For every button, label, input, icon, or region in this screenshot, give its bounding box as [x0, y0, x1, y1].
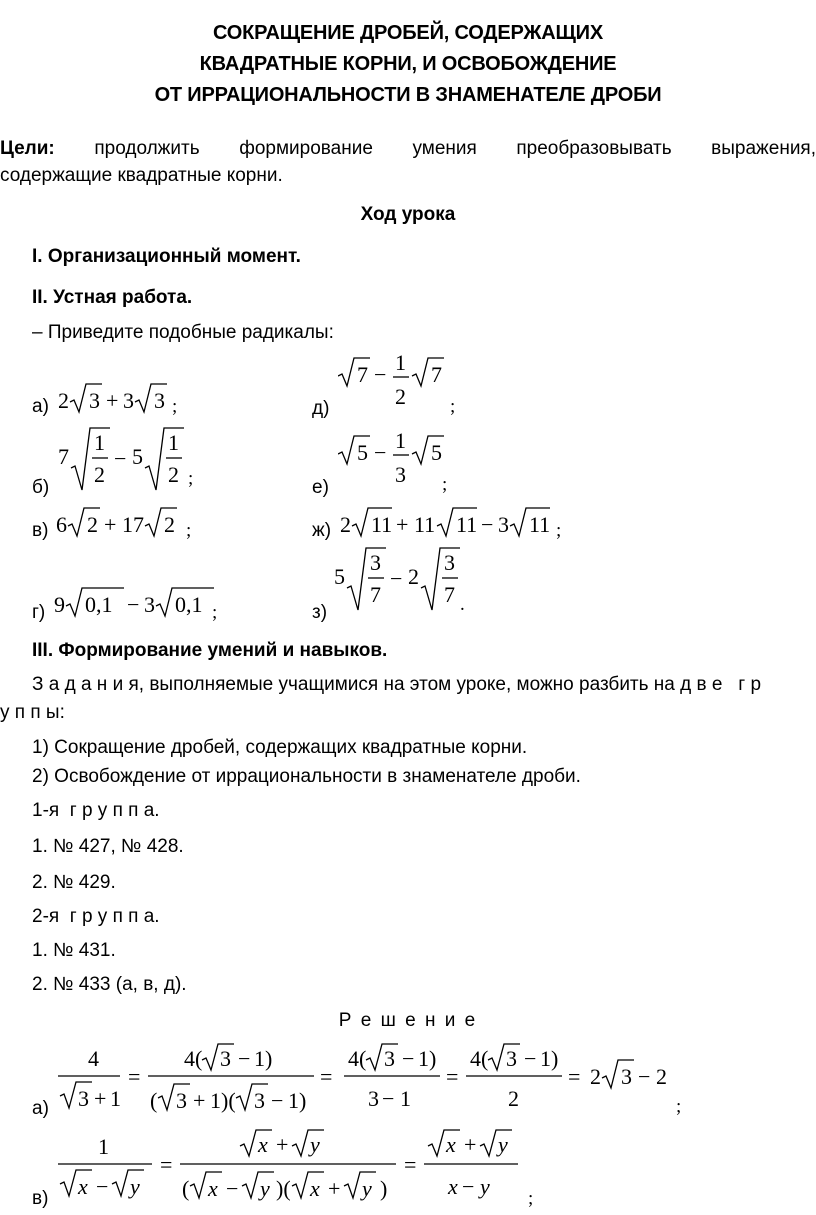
svg-text:2: 2 — [168, 462, 179, 487]
svg-text:7: 7 — [444, 582, 455, 607]
exercise-label-z: з) — [312, 602, 328, 623]
solution-heading: Р е ш е н и е — [338, 1010, 478, 1031]
svg-text:3: 3 — [506, 1046, 517, 1071]
svg-text:−: − — [114, 446, 127, 471]
expression-g — [54, 582, 224, 622]
svg-text:17: 17 — [122, 512, 144, 537]
expression-d — [338, 350, 478, 420]
svg-text:y: y — [362, 1176, 372, 1201]
svg-text:y: y — [480, 1174, 490, 1199]
section-3-heading: III. Формирование умений и навыков. — [32, 640, 388, 661]
svg-text:1: 1 — [168, 430, 179, 455]
svg-text:−: − — [127, 592, 140, 617]
group-2-item-1: 1. № 431. — [32, 940, 116, 961]
goals-text-1: продолжить формирование умения преобразовывать выражения, — [94, 138, 816, 159]
svg-text:1: 1 — [400, 1086, 411, 1111]
svg-text:9: 9 — [54, 592, 65, 617]
svg-text:(: ( — [150, 1088, 158, 1113]
svg-text:1: 1 — [98, 1134, 109, 1159]
solution-expression-v — [56, 1126, 556, 1215]
expression-v — [56, 502, 206, 542]
solution-label-v: в) — [32, 1188, 49, 1209]
svg-text:−: − — [374, 440, 387, 465]
svg-text:3: 3 — [144, 592, 155, 617]
svg-text:4(: 4( — [184, 1046, 203, 1071]
svg-text:1: 1 — [110, 1086, 121, 1111]
svg-text:y: y — [260, 1176, 270, 1201]
expression-a — [58, 378, 188, 418]
svg-text:=: = — [320, 1064, 333, 1089]
svg-text:−: − — [271, 1088, 284, 1113]
exercise-label-g: г) — [32, 602, 46, 623]
svg-text:3: 3 — [154, 388, 165, 413]
svg-text:4(: 4( — [348, 1046, 367, 1071]
svg-text:−: − — [374, 362, 387, 387]
svg-text:5: 5 — [357, 440, 368, 465]
svg-text:=: = — [568, 1064, 581, 1089]
exercise-label-e: е) — [312, 477, 329, 498]
svg-text:1)(: 1)( — [210, 1088, 236, 1113]
svg-text:1: 1 — [94, 430, 105, 455]
svg-text:−: − — [96, 1174, 109, 1199]
svg-text:5: 5 — [334, 564, 345, 589]
tasks-intro — [32, 674, 761, 696]
svg-text:3: 3 — [220, 1046, 231, 1071]
svg-text:+: + — [464, 1132, 477, 1157]
svg-text:;: ; — [172, 396, 178, 417]
svg-text:y: y — [130, 1174, 140, 1199]
group-1-item-2: 2. № 429. — [32, 872, 116, 893]
expression-e — [338, 428, 468, 498]
svg-text:5: 5 — [431, 440, 442, 465]
svg-text:3: 3 — [176, 1088, 187, 1113]
svg-text:)(: )( — [276, 1176, 291, 1201]
svg-text:3: 3 — [621, 1064, 632, 1089]
svg-text:2: 2 — [508, 1086, 519, 1111]
section-2-heading: II. Устная работа. — [32, 287, 193, 308]
svg-text:0,1: 0,1 — [175, 592, 203, 617]
svg-text:;: ; — [556, 520, 562, 541]
expression-b — [58, 424, 203, 496]
svg-text:2: 2 — [94, 462, 105, 487]
svg-text:−: − — [402, 1046, 415, 1071]
svg-text:3: 3 — [370, 550, 381, 575]
svg-text:): ) — [380, 1176, 388, 1201]
svg-text:−: − — [390, 566, 403, 591]
expression-z — [334, 544, 479, 616]
tasks-intro-spaced: З а д а н и я, — [32, 674, 145, 695]
svg-text:3: 3 — [368, 1086, 379, 1111]
svg-text:;: ; — [186, 520, 192, 541]
svg-text:x: x — [448, 1174, 458, 1199]
exercise-label-v: в) — [32, 520, 49, 541]
task-item-1: 1) Сокращение дробей, содержащих квадратные корни. — [32, 737, 528, 758]
solution-label-a: а) — [32, 1098, 49, 1119]
svg-text:3: 3 — [498, 512, 509, 537]
svg-text:−: − — [238, 1046, 251, 1071]
goals-line-1 — [0, 135, 816, 163]
group-2-heading: 2-я г р у п п а. — [32, 906, 160, 927]
tasks-two-groups-1: д в е г р — [680, 674, 762, 695]
svg-text:=: = — [160, 1152, 173, 1177]
group-1-item-1: 1. № 427, № 428. — [32, 836, 184, 857]
document-title — [0, 18, 816, 111]
solution-expression-a — [56, 1038, 696, 1128]
svg-text:.: . — [460, 594, 465, 615]
svg-text:;: ; — [212, 602, 218, 622]
svg-text:11: 11 — [529, 512, 551, 537]
svg-text:1: 1 — [395, 428, 406, 453]
svg-text:7: 7 — [357, 362, 368, 387]
svg-text:=: = — [128, 1064, 141, 1089]
svg-text:2: 2 — [395, 384, 406, 409]
svg-text:1: 1 — [395, 350, 406, 375]
svg-text:(: ( — [182, 1176, 190, 1201]
svg-text:−: − — [524, 1046, 537, 1071]
svg-text:x: x — [78, 1174, 88, 1199]
group-2-item-2: 2. № 433 (а, в, д). — [32, 974, 187, 995]
svg-text:3: 3 — [78, 1086, 89, 1111]
svg-text:11: 11 — [371, 512, 393, 537]
goals-text-2: содержащие квадратные корни. — [0, 165, 283, 186]
svg-text:x: x — [446, 1132, 456, 1157]
exercise-label-a: а) — [32, 396, 49, 417]
goals-label: Цели: — [0, 138, 55, 159]
svg-text:−: − — [226, 1176, 239, 1201]
title-line-2: КВАДРАТНЫЕ КОРНИ, И ОСВОБОЖДЕНИЕ — [199, 53, 617, 75]
svg-text:+: + — [193, 1088, 206, 1113]
svg-text:3: 3 — [123, 388, 134, 413]
lesson-heading: Ход урока — [360, 204, 456, 225]
svg-text:4(: 4( — [470, 1046, 489, 1071]
svg-text:5: 5 — [132, 444, 143, 469]
group-1-heading: 1-я г р у п п а. — [32, 800, 160, 821]
svg-text:x: x — [258, 1132, 268, 1157]
svg-text:x: x — [208, 1176, 218, 1201]
svg-text:+: + — [104, 512, 117, 537]
exercise-label-d: д) — [312, 398, 330, 419]
svg-text:1): 1) — [254, 1046, 273, 1071]
svg-text:1): 1) — [418, 1046, 437, 1071]
svg-text:+: + — [396, 512, 409, 537]
exercise-label-b: б) — [32, 477, 50, 498]
svg-text:y: y — [498, 1132, 508, 1157]
svg-text:+: + — [328, 1176, 341, 1201]
svg-text:1): 1) — [540, 1046, 559, 1071]
section-1-heading: I. Организационный момент. — [32, 246, 301, 267]
svg-text:0,1: 0,1 — [85, 592, 113, 617]
tasks-intro-rest: выполняемые учащимися на этом уроке, можно разбить на — [149, 674, 675, 695]
svg-text:11: 11 — [414, 512, 436, 537]
svg-text:7: 7 — [370, 582, 381, 607]
svg-text:+: + — [94, 1086, 107, 1111]
svg-text:2: 2 — [58, 388, 69, 413]
svg-text:3: 3 — [384, 1046, 395, 1071]
svg-text:3: 3 — [254, 1088, 265, 1113]
svg-text:7: 7 — [58, 444, 69, 469]
svg-text:;: ; — [450, 396, 456, 417]
tasks-two-groups-2: у п п ы: — [0, 702, 65, 723]
title-line-1: СОКРАЩЕНИЕ ДРОБЕЙ, СОДЕРЖАЩИХ — [213, 22, 603, 44]
title-line-3: ОТ ИРРАЦИОНАЛЬНОСТИ В ЗНАМЕНАТЕЛЕ ДРОБИ — [154, 84, 662, 106]
svg-text:3: 3 — [89, 388, 100, 413]
svg-text:−: − — [638, 1064, 651, 1089]
svg-text:;: ; — [188, 468, 194, 489]
svg-text:x: x — [310, 1176, 320, 1201]
svg-text:;: ; — [442, 474, 448, 495]
svg-text:−: − — [481, 512, 494, 537]
svg-text:7: 7 — [431, 362, 442, 387]
svg-text:=: = — [446, 1064, 459, 1089]
svg-text:+: + — [276, 1132, 289, 1157]
svg-text:=: = — [404, 1152, 417, 1177]
svg-text:2: 2 — [340, 512, 351, 537]
svg-text:2: 2 — [408, 564, 419, 589]
svg-text:+: + — [106, 388, 119, 413]
svg-text:1): 1) — [288, 1088, 307, 1113]
svg-text:4: 4 — [88, 1046, 99, 1071]
svg-text:6: 6 — [56, 512, 67, 537]
svg-text:2: 2 — [87, 512, 98, 537]
svg-text:3: 3 — [395, 462, 406, 487]
svg-text:3: 3 — [444, 550, 455, 575]
oral-prompt: – Приведите подобные радикалы: — [32, 322, 334, 343]
svg-text:2: 2 — [590, 1064, 601, 1089]
task-item-2: 2) Освобождение от иррациональности в знаменателе дроби. — [32, 766, 581, 787]
exercise-label-zh: ж) — [312, 520, 332, 541]
svg-text:y: y — [310, 1132, 320, 1157]
svg-text:−: − — [462, 1174, 475, 1199]
svg-text:2: 2 — [656, 1064, 667, 1089]
svg-text:;: ; — [528, 1188, 534, 1209]
svg-text:−: − — [382, 1086, 395, 1111]
svg-text:2: 2 — [164, 512, 175, 537]
svg-text:11: 11 — [456, 512, 478, 537]
svg-text:;: ; — [676, 1096, 682, 1117]
expression-zh — [340, 502, 580, 542]
